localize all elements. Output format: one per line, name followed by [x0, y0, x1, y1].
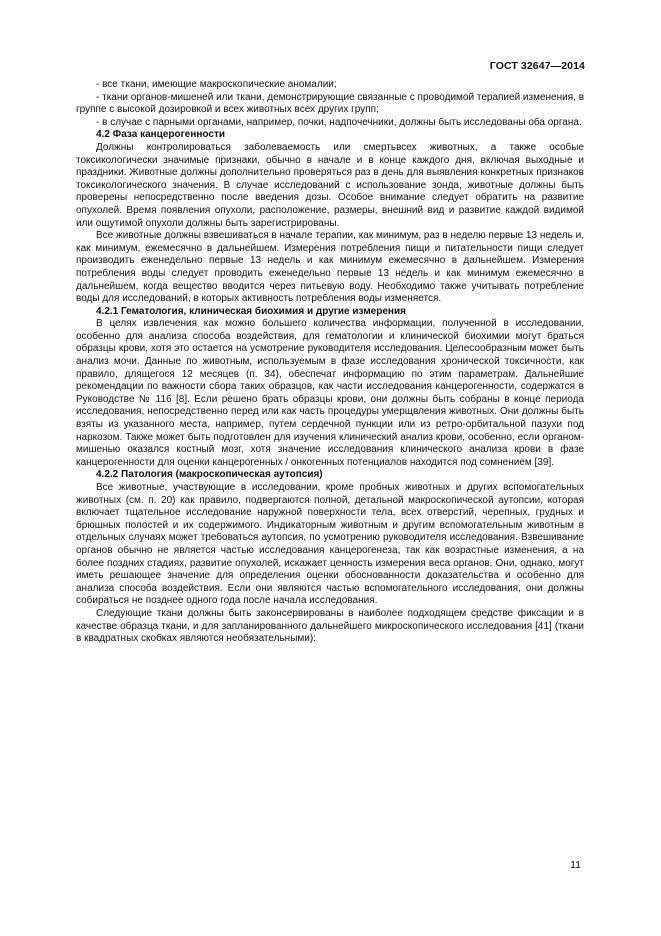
page-number: 11: [570, 859, 581, 871]
document-body: [76, 79, 584, 646]
paragraph: Следующие ткани должны быть законсервированы в наиболее подходящем средстве фиксации и в качестве образца ткани, и для запланированного дальнейшего микроскопического исследования [41] (ткани в квадратных скобках являются необязательными):: [76, 607, 584, 645]
paragraph: Все животные, участвующие в исследовании, кроме пробных животных и других вспомогательных животных (см. п. 20) как правило, подвергаются полной, детальной макроскопической аутопсии, которая включает тщательное исследование наружной поверхности тела, всех отверстий, черепных, грудных и брюшных полостей и их содержимого. Индикаторным животным и другим вспомогательным животным в отдельных случаях может требоваться аутопсия, по усмотрению руководителя исследования. Взвешивание органов обычно не является частью исследования канцерогенеза, так как возрастные изменения, а на более поздних стадиях, развитие опухолей, искажает ценность измерения веса органов. Они, однако, могут иметь решающее значение для определения оценки обоснованности доказательства и особенно для анализа способа воздействия. Если они являются частью вспомогательного исследования, они должны собираться не позднее одного года после начала исследования.: [76, 482, 584, 607]
standard-id-header: ГОСТ 32647—2014: [489, 60, 585, 72]
list-item: - ткани органов-мишеней или ткани, демонстрирующие связанные с проводимой терапией изменения, в группе с высокой дозировкой и всех животных всех других групп;: [76, 91, 585, 116]
section-heading: 4.2.2 Патология (макроскопическая аутопсия): [96, 469, 323, 481]
paragraph: Должны контролироваться заболеваемость или смертьвсех животных, а также особые токсикологически значимые признаки, обычно в начале и в конце каждого дня, включая выходные и праздники. Животные должны дополнительно проверяться раз в день для выявления конкретных признаков токсикологического значения. В случае исследований с использование зонда, животные должны быть проверены непосредственно после введения дозы. Особое внимание следует обратить на развитие опухолей. Время появления опухоли, расположение, размеры, внешний вид и развитие каждой видимой или ощутимой опухоли должны быть зарегистрированы.: [76, 141, 584, 229]
section-heading: 4.2.1 Гематология, клиническая биохимия и другие измерения: [96, 305, 406, 317]
paragraph: В целях извлечения как можно большего количества информации, полученной в исследовании, особенно для анализа способа воздействия, для гематологии и клинической биохимии могут браться образцы крови, хотя это остается на усмотрение руководителя исследования. Целесообразным может быть анализ мочи. Данные по животным, используемым в фазе исследования хронической токсичности, как правило, длящегося 12 месяцев (п. 34), обеспечат информацию по этим параметрам. Дальнейшие рекомендации по важности сбора таких образцов, как части исследования канцерогенности, содержатся в Руководстве № 116 [8]. Если решено брать образцы крови, они должны быть собраны в конце периода исследования, непосредственно перед или как часть процедуры умерщвления животных. Они должны быть взяты из указанного места, например, путем сердечной пункции или из ретро-орбитальной пазухи под наркозом. Также может быть подготовлен для изучения клинический анализ крови, особенно, если органом-мишенью оказался костный мозг, хотя значение исследования клинического анализа крови в фазе канцерогенности для оценки канцерогенных / онкогенных потенциалов находится под сомнением [39].: [76, 318, 584, 468]
list-item: - все ткани, имеющие макроскопические аномалии;: [96, 79, 337, 90]
paragraph: Все животные должны взвешиваться в начале терапии, как минимум, раз в неделю первые 13 недель и, как минимум, ежемесячно в дальнейшем. Измерения потребления пищи и питательности пищи следует производить еженедельно первые 13 недель и как минимум ежемесячно в дальнейшем. Измерения потребления воды следует проводить еженедельно первые 13 недель и как минимум ежемесячно в дальнейшем, когда вещество вводится через питьевую воду. Необходимо также учитывать потребление воды для исследований, в которых активность потребления воды изменяется.: [76, 230, 584, 305]
section-heading: 4.2 Фаза канцерогенности: [96, 129, 225, 141]
list-item: - в случае с парными органами, например, почки, надпочечники, должны быть исследованы оба органа.: [96, 116, 582, 128]
